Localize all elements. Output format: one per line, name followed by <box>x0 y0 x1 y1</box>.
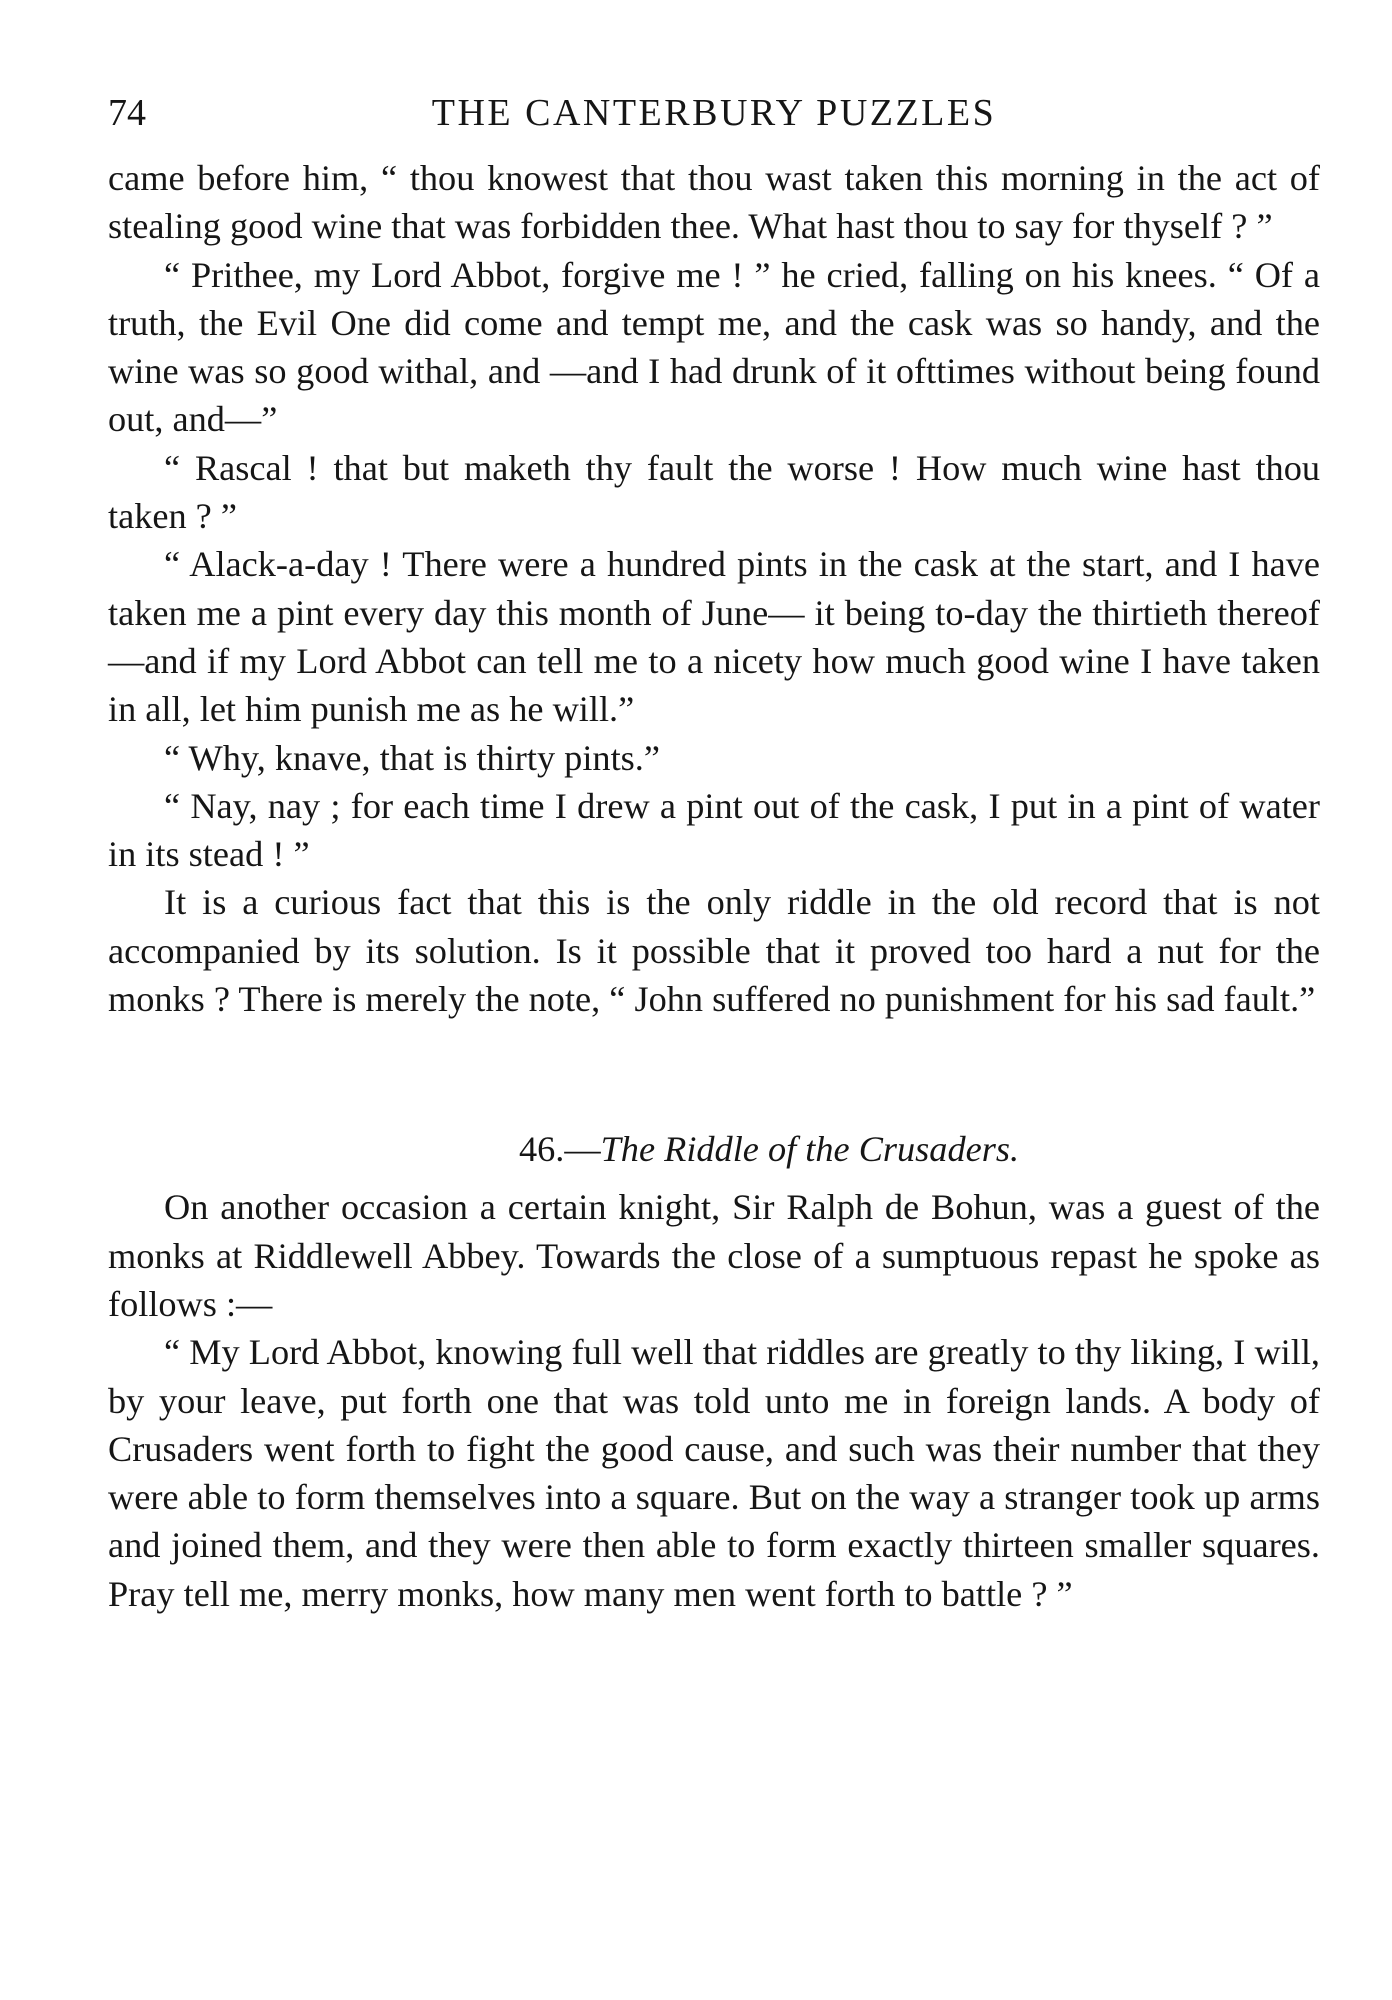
page-number: 74 <box>108 92 146 134</box>
book-title: THE CANTERBURY PUZZLES <box>431 92 997 134</box>
section-number: 46.— <box>518 1129 601 1170</box>
running-head <box>108 86 1320 146</box>
paragraph: came before him, “ thou knowest that thou wast taken this morning in the act of stealing good wine that was forbidden thee. What hast thou to say for thyself ? ” <box>108 158 1320 247</box>
paragraph: It is a curious fact that this is the only riddle in the old record that is not accompanied by its solution. Is it possible that it proved too hard a nut for the monks ? There is merely the note, “ John suffered no punishment for his sad fault.” <box>108 882 1320 1020</box>
book-page <box>108 86 1320 1618</box>
paragraph: “ Nay, nay ; for each time I drew a pint out of the cask, I put in a pint of water in its stead ! ” <box>108 785 1320 875</box>
paragraph: “ My Lord Abbot, knowing full well that riddles are greatly to thy liking, I will, by your leave, put forth one that was told unto me in foreign lands. A body of Crusaders went forth to fight the good cause, and such was their number that they were able to form themselves into a square. But on the way a stranger took up arms and joined them, and they were then able to form exactly thirteen smaller squares. Pray tell me, merry monks, how many men went forth to battle ? ” <box>108 1332 1320 1614</box>
paragraph: “ Alack-a-day ! There were a hundred pints in the cask at the start, and I have taken me a pint every day this month of June— it being to-day the thirtieth thereof—and if my Lord Abbot can tell me to a nicety how much good wine I have taken in all, let him punish me as he will.” <box>108 544 1320 730</box>
paragraph: “ Why, knave, that is thirty pints.” <box>164 737 660 778</box>
section-heading <box>108 1125 1320 1173</box>
paragraph: “ Rascal ! that but maketh thy fault the worse ! How much wine hast thou taken ? ” <box>108 447 1320 537</box>
body-text-top <box>108 154 1320 1023</box>
paragraph: On another occasion a certain knight, Sir Ralph de Bohun, was a guest of the monks at Riddlewell Abbey. Towards the close of a sumptuous repast he spoke as follows :— <box>108 1187 1320 1324</box>
section-title: The Riddle of the Crusaders. <box>600 1129 1020 1170</box>
paragraph: “ Prithee, my Lord Abbot, forgive me ! ” he cried, falling on his knees. “ Of a truth, the Evil One did come and tempt me, and the cask was so handy, and the wine was so good withal, and —and I had drunk of it ofttimes without being found out, and—” <box>108 254 1320 440</box>
body-text-bottom <box>108 1183 1320 1618</box>
